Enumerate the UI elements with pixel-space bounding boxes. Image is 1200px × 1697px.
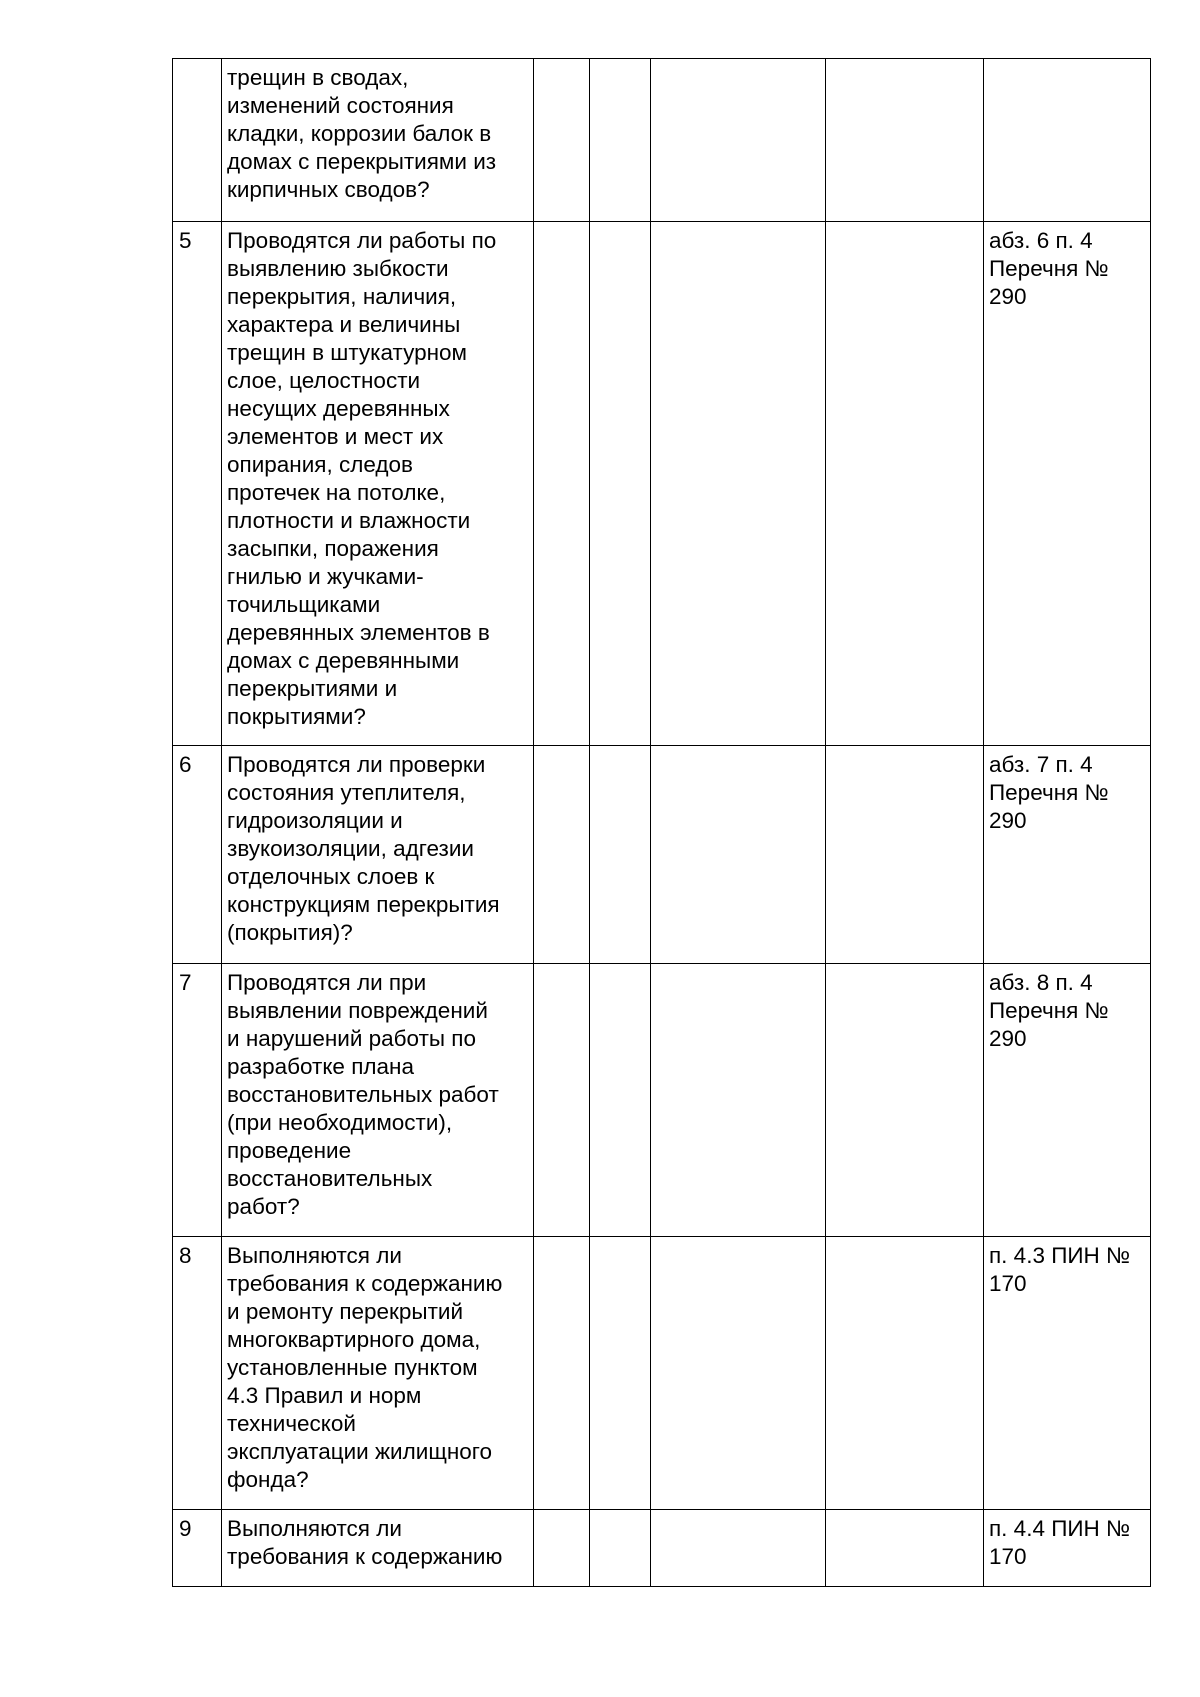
checklist-table xyxy=(172,58,1151,1587)
row-number: 8 xyxy=(173,1237,222,1510)
empty-cell xyxy=(534,59,590,222)
empty-cell xyxy=(590,59,651,222)
row-question: трещин в сводах, изменений состояния кладки, коррозии балок в домах с перекрытиями из кирпичных сводов? xyxy=(222,59,534,222)
empty-cell xyxy=(534,964,590,1237)
empty-cell xyxy=(590,1510,651,1587)
row-number: 7 xyxy=(173,964,222,1237)
table-row xyxy=(173,746,1151,964)
row-reference xyxy=(984,59,1151,222)
empty-cell xyxy=(651,59,826,222)
row-number: 9 xyxy=(173,1510,222,1587)
row-question: Проводятся ли проверки состояния утеплителя, гидроизоляции и звукоизоляции, адгезии отделочных слоев к конструкциям перекрытия (покрытия)? xyxy=(222,746,534,964)
empty-cell xyxy=(534,746,590,964)
row-question: Проводятся ли работы по выявлению зыбкости перекрытия, наличия, характера и величины трещин в штукатурном слое, целостности несущих деревянных элементов и мест их опирания, следов протечек на потолке, плотности и влажности засыпки, поражения гнилью и жучками- точильщиками деревянных элементов в домах с деревянными перекрытиями и покрытиями? xyxy=(222,222,534,746)
empty-cell xyxy=(590,964,651,1237)
row-number: 5 xyxy=(173,222,222,746)
empty-cell xyxy=(651,1237,826,1510)
table-body xyxy=(173,59,1151,1587)
row-question: Выполняются ли требования к содержанию и ремонту перекрытий многоквартирного дома, установленные пунктом 4.3 Правил и норм технической эксплуатации жилищного фонда? xyxy=(222,1237,534,1510)
table-row xyxy=(173,964,1151,1237)
row-reference: абз. 6 п. 4 Перечня № 290 xyxy=(984,222,1151,746)
table-row xyxy=(173,1510,1151,1587)
empty-cell xyxy=(590,1237,651,1510)
empty-cell xyxy=(590,222,651,746)
empty-cell xyxy=(826,1510,984,1587)
row-number: 6 xyxy=(173,746,222,964)
table-row xyxy=(173,59,1151,222)
empty-cell xyxy=(534,222,590,746)
empty-cell xyxy=(590,746,651,964)
row-reference: абз. 8 п. 4 Перечня № 290 xyxy=(984,964,1151,1237)
empty-cell xyxy=(534,1510,590,1587)
empty-cell xyxy=(651,746,826,964)
row-reference: п. 4.4 ПИН № 170 xyxy=(984,1510,1151,1587)
row-reference: абз. 7 п. 4 Перечня № 290 xyxy=(984,746,1151,964)
table-row xyxy=(173,222,1151,746)
empty-cell xyxy=(651,222,826,746)
empty-cell xyxy=(826,222,984,746)
row-question: Проводятся ли при выявлении повреждений и нарушений работы по разработке плана восстановительных работ (при необходимости), проведение восстановительных работ? xyxy=(222,964,534,1237)
empty-cell xyxy=(651,964,826,1237)
row-number xyxy=(173,59,222,222)
empty-cell xyxy=(826,746,984,964)
row-question: Выполняются ли требования к содержанию xyxy=(222,1510,534,1587)
empty-cell xyxy=(826,964,984,1237)
empty-cell xyxy=(651,1510,826,1587)
empty-cell xyxy=(534,1237,590,1510)
row-reference: п. 4.3 ПИН № 170 xyxy=(984,1237,1151,1510)
table-row xyxy=(173,1237,1151,1510)
empty-cell xyxy=(826,59,984,222)
empty-cell xyxy=(826,1237,984,1510)
